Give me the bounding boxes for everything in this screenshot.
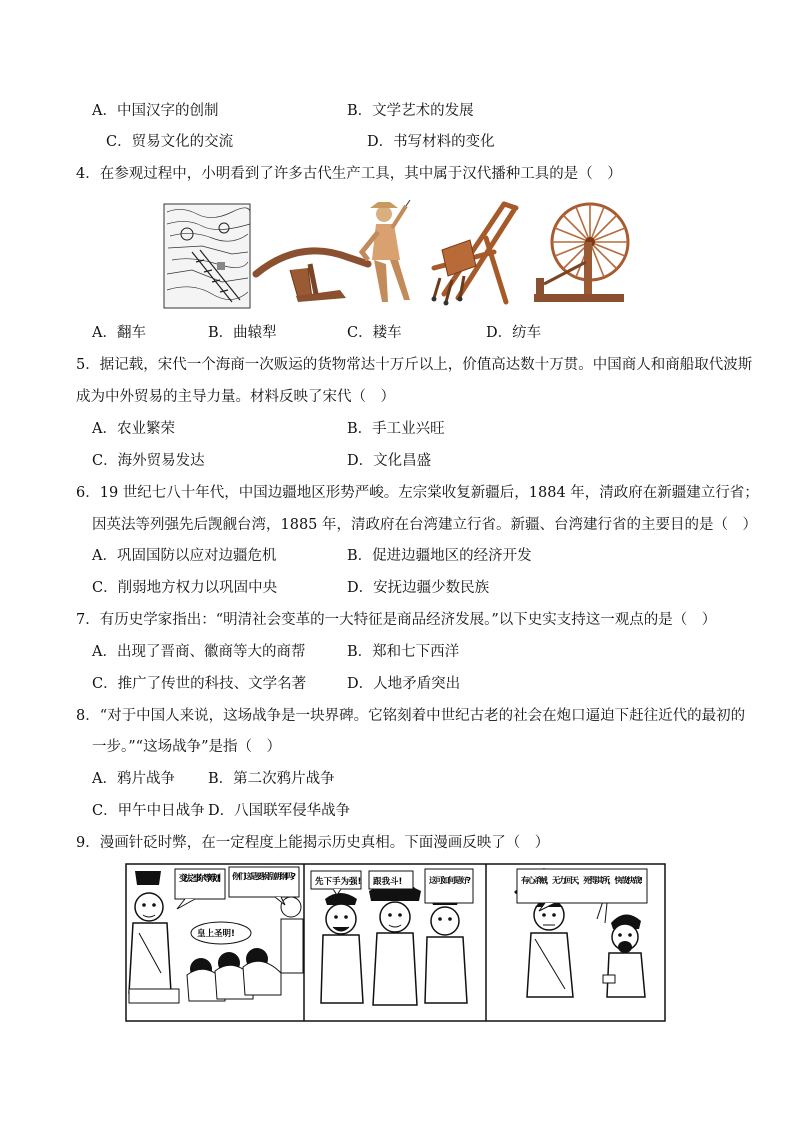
q4-option-c: C．耧车 [347,325,402,341]
q4-option-a: A．翻车 [92,325,146,341]
q7-option-d: D．人地矛盾突出 [347,676,461,692]
q9-stem: 9．漫画针砭时弊，在一定程度上能揭示历史真相。下面漫画反映了（ ） [76,835,550,851]
q6-stem-line2: 因英法等列强先后觊觎台湾，1885 年，清政府在台湾建立行省。新疆、台湾建行省的主要目的是（ ） [92,517,758,533]
q7-option-b: B．郑和七下西洋 [347,644,460,660]
q3-option-c: C．贸易文化的交流 [106,134,234,150]
q6-option-c: C．削弱地方权力以巩固中央 [92,580,278,596]
q4-stem: 4．在参观过程中，小明看到了许多古代生产工具，其中属于汉代播种工具的是（ ） [76,166,622,182]
q9-cartoon [125,863,666,1022]
panel1-bubble3: 皇上圣明! [197,929,235,939]
q8-option-c: C．甲午中日战争 [92,803,205,819]
q8-option-d: D．八国联军侵华战争 [208,803,351,819]
q5-option-c: C．海外贸易发达 [92,453,205,469]
q4-tools-image-strip [162,198,632,312]
q5-option-d: D．文化昌盛 [347,453,432,469]
q6-stem-line1: 6．19 世纪七八十年代，中国边疆地区形势严峻。左宗棠收复新疆后，1884 年，清政府在新疆建立行省； [76,485,759,501]
panel2-bubble1: 先下手为强! [315,877,362,887]
q4-option-b: B．曲辕犁 [208,325,277,341]
q6-option-a: A．巩固国防以应对边疆危机 [92,548,277,564]
q5-stem-line1: 5．据记载，宋代一个海商一次贩运的货物常达十万斤以上，价值高达数十万贯。中国商人和商船取代波斯 [76,357,753,373]
q3-option-b: B．文学艺术的发展 [347,103,474,119]
q6-option-b: B．促进边疆地区的经济开发 [347,548,532,564]
panel2-bubble2: 跟我斗! [373,877,403,887]
q8-stem-line2: 一步。”“这场战争”是指（ ） [92,739,281,755]
panel2-bubble3: 这可如何是好? [429,876,471,885]
q5-stem-line2: 成为中外贸易的主导力量。材料反映了宋代（ ） [76,389,395,405]
q6-option-d: D．安抚边疆少数民族 [347,580,490,596]
panel1-bubble2: 你们这是要祸乱朝纲吗? [232,872,296,881]
cartoon-panel-2 [311,869,473,1005]
fanche-illustration [162,202,252,310]
panel1-bubble1-line1: 变法之事尔等筹划! [179,874,221,884]
quyuanli-illustration [250,198,420,310]
fangche-illustration [530,198,632,310]
q7-option-a: A．出现了晋商、徽商等大的商帮 [92,644,306,660]
q5-option-b: B．手工业兴旺 [347,421,445,437]
q8-option-b: B．第二次鸦片战争 [208,771,335,787]
q8-option-a: A．鸦片战争 [92,771,175,787]
louche-illustration [424,198,524,310]
q3-option-d: D．书写材料的变化 [367,134,495,150]
panel3-bubble1: 有心杀贼，无力回天，死得其所，快哉快哉! [521,876,643,885]
q3-option-a: A．中国汉字的创制 [92,103,219,119]
q5-option-a: A．农业繁荣 [92,421,175,437]
q7-stem: 7．有历史学家指出：“明清社会变革的一大特征是商品经济发展。”以下史实支持这一观点的是（ ） [76,612,717,628]
q7-option-c: C．推广了传世的科技、文学名著 [92,676,307,692]
q4-option-d: D．纺车 [486,325,542,341]
q8-stem-line1: 8．“对于中国人来说，这场战争是一块界碑。它铭刻着中世纪古老的社会在炮口逼迫下赶往近代的最初的 [76,708,746,724]
